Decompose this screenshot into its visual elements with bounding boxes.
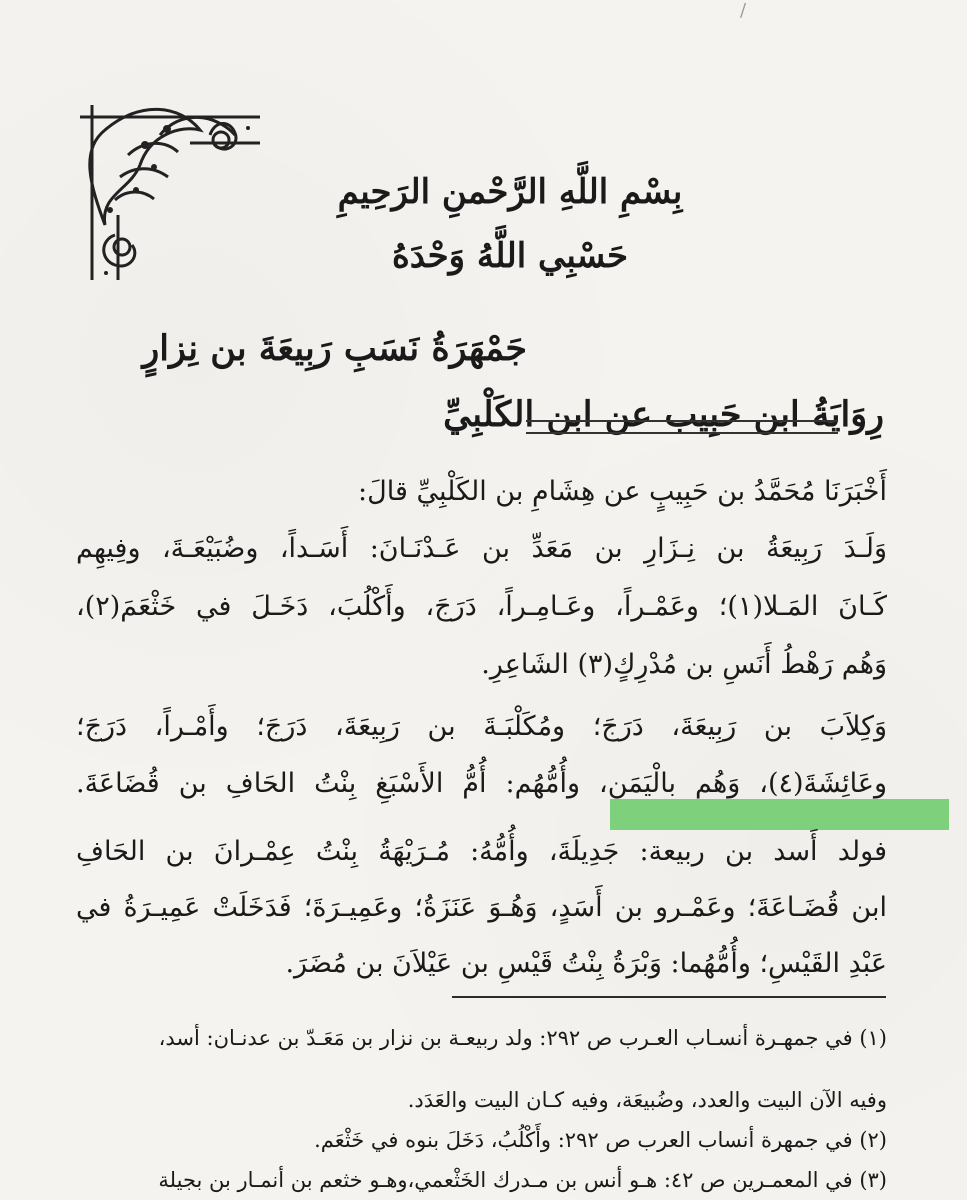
footnote-1-line-1: (١) في جمهـرة أنسـاب العـرب ص ٢٩٢: ولد ربيعـة بن نزار بن مَعَـدّ بن عدنـان: أسد،	[158, 1026, 887, 1050]
hasbi-heading: حَسْبِي اللَّهُ وَحْدَهُ	[391, 236, 628, 276]
footnote-2: (٢) في جمهرة أنساب العرب ص ٢٩٢: وأَكْلُبُ، دَخَلَ بنوه في خَثْعَم.	[314, 1128, 887, 1152]
paragraph-1-line-3: وَهُم رَهْطُ أَنَسِ بن مُدْرِكٍ(٣) الشَاعِرِ.	[481, 649, 887, 680]
paragraph-3-line-2: ابن قُضَـاعَةَ؛ وعَمْـرو بن أَسَدٍ، وَهُـوَ عَنَزَةُ؛ وعَمِيـرَةَ؛ فَدَخَلَتْ عَمِيـرَةُ في	[76, 892, 887, 923]
footnote-separator	[452, 996, 886, 998]
paragraph-1-line-1: وَلَـدَ رَبِيعَةُ بن نِـزَارِ بن مَعَدِّ بن عَـدْنَـانَ: أَسَـداً، وضُبَيْعَـةَ، وفِيهِم	[76, 533, 887, 564]
book-title-line-2: رِوَايَةُ ابن حَبِيب عن ابن الكَلْبِيِّ	[443, 394, 884, 435]
footnote-1-line-2: وفيه الآن البيت والعدد، وضُبيعَة، وفيه كـان البيت والعَدَد.	[407, 1088, 887, 1112]
intro-line: أَخْبَرَنَا مُحَمَّدُ بن حَبِيبٍ عن هِشَامِ بن الكَلْبِيِّ قالَ:	[358, 476, 887, 507]
book-title-line-1: جَمْهَرَةُ نَسَبِ رَبِيعَةَ بن نِزارٍ	[142, 328, 527, 369]
footnote-3: (٣) في المعمـرين ص ٤٢: هـو أنس بن مـدرك الخَثْعمي،وهـو خثعم بن أنمـار بن بجيلة	[158, 1168, 887, 1192]
paragraph-1-line-2: كَـانَ المَـلا(١)؛ وعَمْـراً، وعَـامِـراً، دَرَجَ، وأَكْلُبَ، دَخَـلَ في خَثْعَمَ(٢)،	[76, 591, 887, 622]
paragraph-3-line-1: فولد أَسد بن ربيعة: جَدِيلَةَ، وأُمُّهُ: مُـرَيْهَةُ بِنْتُ عِمْـرانَ بن الحَافِ	[76, 836, 887, 867]
corner-ornament	[70, 95, 270, 285]
paragraph-2-line-2: وعَائِشَةَ(٤)، وَهُم بالْيَمَن، وأُمُّهُم: أُمُّ الأَسْبَغِ بِنْتُ الحَافِ بن قُضَاعَةَ.	[76, 768, 887, 799]
paragraph-3-line-3: عَبْدِ القَيْسِ؛ وأُمُّهُما: وَبْرَةُ بِنْتُ قَيْسِ بن عَيْلاَنَ بن مُضَرَ.	[285, 948, 887, 979]
green-highlight-bar	[610, 799, 949, 830]
scan-mark: /	[740, 0, 747, 21]
basmala-heading: بِسْمِ اللَّهِ الرَّحْمنِ الرَحِيمِ	[337, 172, 683, 212]
paragraph-2-line-1: وَكِلاَبَ بن رَبِيعَةَ، دَرَجَ؛ ومُكَلْبَـةَ بن رَبِيعَةَ، دَرَجَ؛ وأَمْـراً، دَرَجَ؛	[76, 711, 887, 742]
double-rule	[526, 420, 838, 434]
